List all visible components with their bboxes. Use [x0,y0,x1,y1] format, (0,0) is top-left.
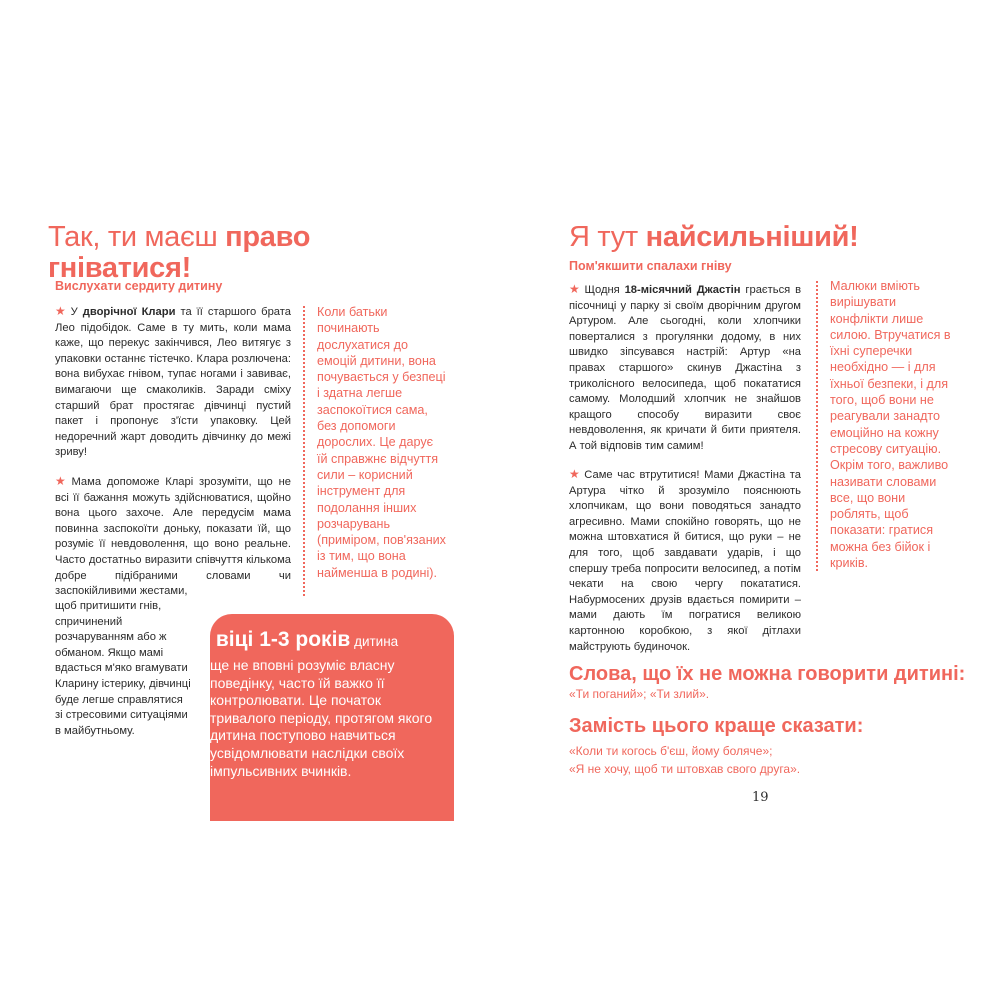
callout-heading-bold: У віці 1-3 років [197,628,351,651]
right-p1-pre: Щодня [584,284,625,296]
left-title-bold: право [225,221,311,253]
left-paragraph-1 [55,304,291,461]
dont-say-heading: Слова, що їх не можна говорити дитині: [569,663,966,685]
right-sidebar-text: Малюки вміють вирішувати конфлікти лише силою. Втручатися в їхні суперечки необхідно — і для їхньої безпеки, і для того, щоб вони не реагували занадто емоційно на кожну стресову ситуацію. Окрім того, важливо називати словами все, що вони роблять, щоб показати: гратися можна без бійок і криків. [830,279,951,571]
left-p1-pre: У [70,306,83,318]
right-title-bold: найсильніший! [645,221,859,253]
dont-say-quotes: «Ти поганий»; «Ти злий». [569,687,710,701]
left-title-bold-2: гніватися! [48,252,191,284]
right-page [500,0,1000,1000]
right-p1-rest: грається в пісочниці у парку зі своїм дворічним другом Артуром. Але сьогодні, коли хлопчики поверталися з прогулянки додому, в них швидко зіпсувався настрій: Артур «на правах старшого» скинув Джастіна з триколісного велосипеда, щоб покататися самому. Молодший хлопчик не знайшов кращого способу виразити своє невдоволення, як кричати й бити приятеля. А той відповів тим самим! [569,284,802,452]
right-p2-text: Саме час втрутитися! Мами Джастіна та Артура чітко й зрозуміло пояснюють хлопчикам, що вони поводяться занадто агресивно. Мами спокійно говорять, що не можна штовхатися й битися, що руки – не для того, щоб завдавати ударів, і що спершу треба попросити велосипед, а потім чекати на свою чергу покататися. Набурмосених друзів вдається помирити – мами дають їм погратися великою картонною коробкою, з якої дітлахи майструють будиночок. [569,469,801,653]
say-instead-quote-1: «Коли ти когось б'єш, йому боляче»; [569,744,773,758]
star-icon: ★ [55,474,69,488]
dont-say-block [569,664,969,703]
callout-heading [197,628,457,652]
left-paragraph-2 [55,474,291,600]
left-paragraph-2-cont: щоб притишити гнів, спричинений розчаруванням або ж обманом. Якщо мамі вдасться м'яко вгамувати Кларину істерику, дівчинці буде легше справлятися зі стресовими ситуаціями в майбутньому. [55,600,191,737]
callout-body: ще не вповні розуміє власну поведінку, часто їй важко її контролювати. Це початок тривалого періоду, протягом якого дитина поступово навчиться усвідомлювати наслідки своїх імпульсивних вчинків. [210,657,433,779]
left-sidebar-divider [303,306,305,596]
callout-heading-rest: дитина [350,634,399,649]
left-p1-rest: та її старшого брата Лео підобідок. Саме в ту мить, коли мама каже, що перекус закінчився, Лео витягує з упаковки останнє тістечко. Клара розлючена: вона вибухає гнівом, тупає ногами і завиває, вимагаючи ще смаколиків. Заради сміху старший брат простягає дівчинці пустий пакет і пропонує з'їсти упаковку. Цей недоречний жарт доводить дівчинку до межі зриву! [55,306,291,459]
page-number: 19 [752,790,769,805]
say-instead-quotes [569,742,969,778]
left-p1-bold: дворічної Клари [82,306,176,318]
callout-box [197,614,454,821]
left-subhead: Вислухати сердиту дитину [55,279,223,293]
right-subhead: Пом'якшити спалахи гніву [569,259,732,273]
right-p1-bold: 18-місячний Джастін [624,284,741,296]
say-instead-quote-2: «Я не хочу, щоб ти штовхав свого друга». [569,762,801,776]
right-title [569,222,869,253]
star-icon: ★ [55,304,68,318]
right-sidebar-divider [816,281,818,571]
left-sidebar-text: Коли батьки починають дослухатися до емоцій дитини, вона почувається у безпеці і здатна легше заспокоїтися сама, без допомоги дорослих. Це дарує їй справжнє відчуття сили – корисний інструмент для подолання інших розчарувань (приміром, пов'язаних із тим, що вона найменша в родині). [317,305,446,580]
left-title [48,222,348,284]
left-p2-start: Мама допоможе Кларі зрозуміти, що не всі її бажання можуть здійснюватися, щойно вона цього захоче. Але передусім мама повинна заспокоїти доньку, показати їй, що розуміє її невдоволення, що воно реальне. Часто достатньо виразити співчуття кількома добре підібраними словами чи заспокійливими жестами, [55,476,291,598]
say-instead-heading: Замість цього краще сказати: [569,715,864,737]
left-title-part: Так, ти маєш [48,221,226,253]
star-icon: ★ [569,282,582,296]
right-paragraph-2 [569,467,801,655]
star-icon: ★ [569,467,582,481]
right-paragraph-1 [569,282,801,455]
right-title-part: Я тут [569,221,646,253]
